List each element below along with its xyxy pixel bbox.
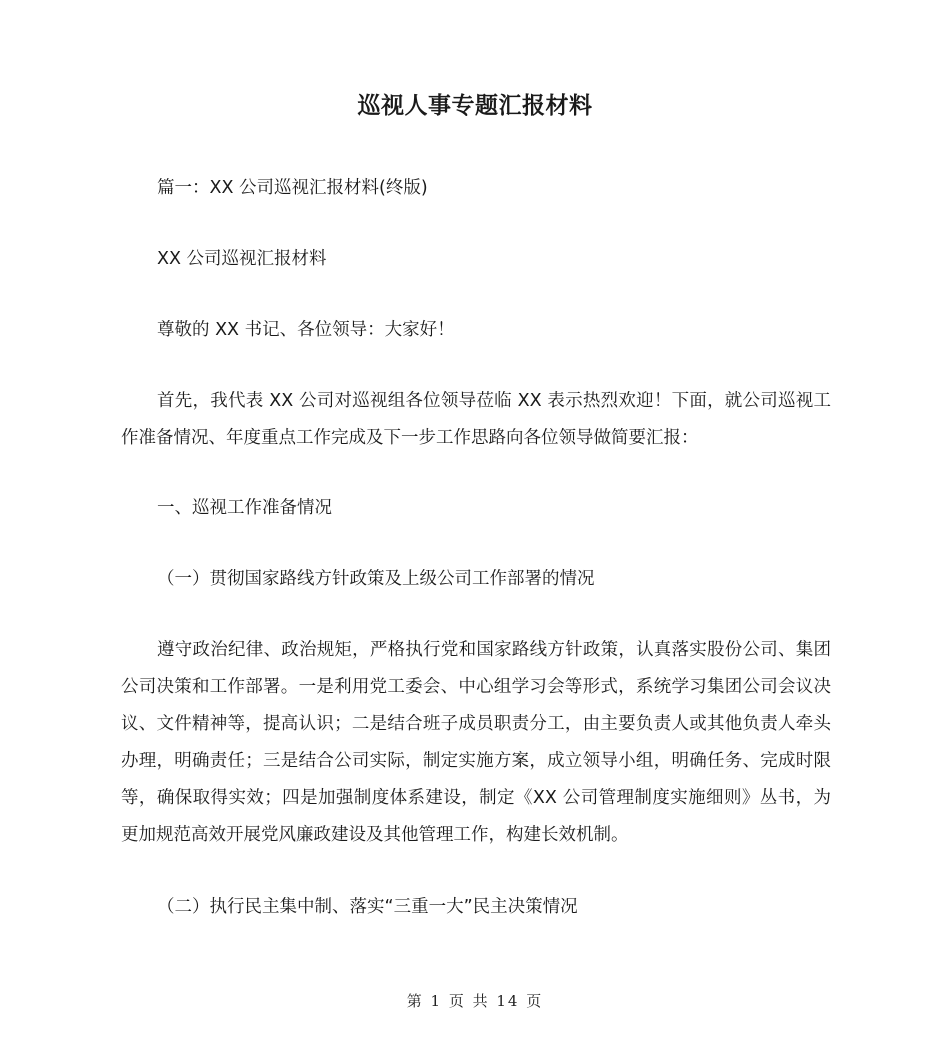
paragraph-subheading-1: （一）贯彻国家路线方针政策及上级公司工作部署的情况: [157, 569, 595, 589]
paragraph-subheading-2: （二）执行民主集中制、落实“三重一大”民主决策情况: [157, 897, 578, 917]
paragraph-greeting: 尊敬的 XX 书记、各位领导：大家好！: [157, 320, 455, 340]
paragraph-heading-1: 一、巡视工作准备情况: [157, 498, 332, 518]
paragraph-body-1: 遵守政治纪律、政治规矩，严格执行党和国家路线方针政策，认真落实股份公司、集团公司决策和工作部署。一是利用党工委会、中心组学习会等形式，系统学习集团公司会议决议、文件精神等，提高认识；二是结合班子成员职责分工，由主要负责人或其他负责人牵头办理，明确责任；三是结合公司实际，制定实施方案，成立领导小组，明确任务、完成时限等，确保取得实效；四是加强制度体系建设，制定《XX 公司管理制度实施细则》丛书，为更加规范高效开展党风廉政建设及其他管理工作，构建长效机制。: [121, 640, 831, 845]
paragraph-section-heading: 篇一：XX 公司巡视汇报材料(终版): [157, 178, 428, 198]
page-number-footer: 第 1 页 共 14 页: [406, 992, 544, 1010]
paragraph-introduction: 首先，我代表 XX 公司对巡视组各位领导莅临 XX 表示热烈欢迎！下面，就公司巡视工作准备情况、年度重点工作完成及下一步工作思路向各位领导做简要汇报：: [121, 391, 831, 448]
paragraph-subtitle: XX 公司巡视汇报材料: [157, 249, 327, 269]
document-title: 巡视人事专题汇报材料: [357, 93, 593, 119]
